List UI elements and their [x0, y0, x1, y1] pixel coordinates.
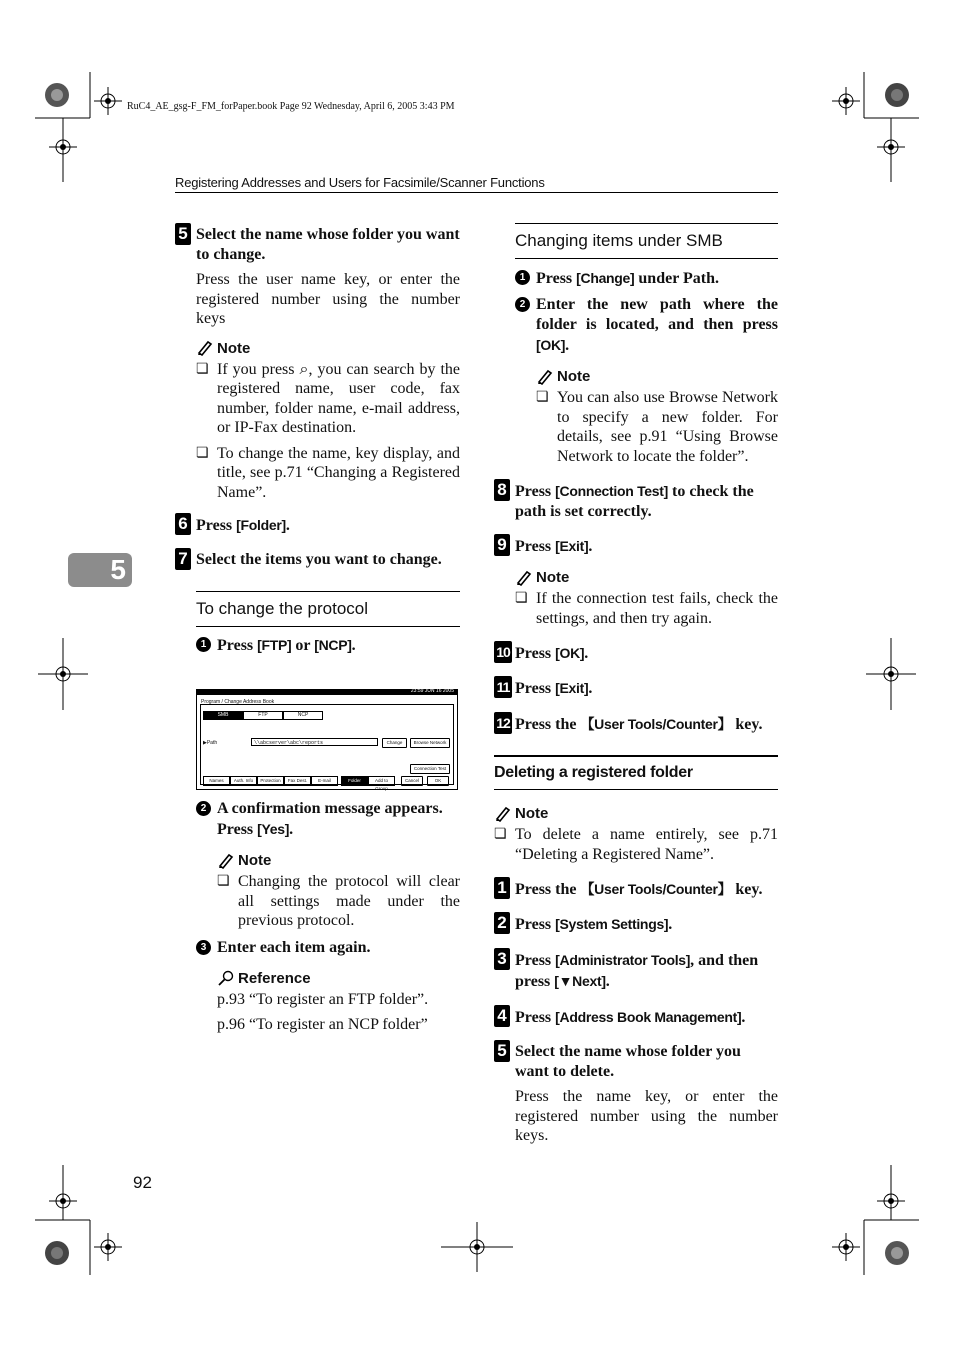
corner-crop-marks — [35, 72, 919, 1275]
step-body: Press the name key, or enter the registered number using the number keys. — [515, 1088, 778, 1144]
bottom-tab[interactable]: Add to Group — [368, 776, 395, 786]
step-number: 10 — [494, 641, 512, 663]
substep-2: 2 Enter the new path where the folder is located, and then press [OK]. — [515, 295, 778, 356]
step-number: 11 — [494, 676, 512, 698]
tab-smb[interactable]: SMB — [203, 711, 243, 720]
step-number: 1 — [494, 877, 510, 899]
note-item: ❏ If you press ⌕, you can search by the registered name, user code, fax number, folder name, e-mail address, or IP-Fax destination. — [196, 360, 460, 438]
crosshair-targets — [38, 87, 916, 1272]
tab-ncp[interactable]: NCP — [283, 711, 323, 720]
panel-screenshot — [196, 689, 458, 790]
delete-step-5: 5 Select the name whose folder you want to delete. — [494, 1042, 778, 1082]
step-number: 5 — [494, 1040, 510, 1062]
step-number: 12 — [494, 712, 512, 734]
path-field[interactable]: \\abcserver\abc\reports — [251, 738, 378, 746]
note-header: Note — [196, 340, 460, 357]
cancel-button[interactable]: Cancel — [401, 776, 423, 786]
step-body: Press the user name key, or enter the registered number using the number keys — [196, 271, 460, 327]
note-block — [196, 340, 460, 503]
step-6: 6 Press [Folder]. — [175, 515, 460, 536]
right-column — [494, 223, 778, 1146]
note-header: Note — [515, 569, 778, 586]
reference-item: p.96 “To register an NCP folder” — [217, 1016, 428, 1033]
note-block — [515, 569, 778, 628]
step-number: 5 — [175, 223, 191, 245]
note-header: Note — [494, 805, 778, 822]
step-11: 11 Press [Exit]. — [494, 678, 778, 699]
bottom-tab[interactable]: Fax Dest. — [284, 776, 311, 786]
bottom-tab[interactable]: Folder — [341, 776, 368, 786]
note-header: Note — [536, 368, 778, 385]
step-number: 7 — [175, 548, 191, 570]
step-title: Select the name whose folder you want to change. — [196, 226, 460, 263]
screen-title: Program / Change Address Book — [201, 699, 275, 705]
bottom-tab[interactable]: E-mail — [311, 776, 338, 786]
substep-1: 1 Press [FTP] or [NCP]. — [196, 635, 460, 656]
note-item: ❏ To delete a name entirely, see p.71 “Deleting a Registered Name”. — [494, 825, 778, 864]
change-button[interactable]: Change — [382, 738, 407, 748]
bottom-tab[interactable]: Auth. Info — [230, 776, 257, 786]
step-number: 3 — [494, 948, 510, 970]
step-title: Select the items you want to change. — [196, 551, 442, 568]
step-number: 8 — [494, 479, 510, 501]
left-column — [175, 225, 460, 656]
step-number: 9 — [494, 534, 510, 556]
file-info-line: RuC4_AE_gsg-F_FM_forPaper.book Page 92 Wednesday, April 6, 2005 3:43 PM — [127, 101, 455, 112]
step-8: 8 Press [Connection Test] to check the path is set correctly. — [494, 481, 778, 522]
step-12: 12 Press the 【User Tools/Counter】 key. — [494, 714, 778, 735]
note-block — [536, 368, 778, 466]
substep-number: 2 — [196, 801, 211, 816]
reference-header: Reference — [217, 970, 460, 987]
reference-block — [217, 970, 460, 1035]
step-5 — [175, 225, 460, 265]
note-block — [217, 852, 460, 931]
pencil-icon — [217, 853, 235, 869]
pencil-icon — [536, 369, 554, 385]
bottom-tab[interactable]: Protection — [257, 776, 284, 786]
step-10: 10 Press [OK]. — [494, 643, 778, 664]
pencil-icon — [196, 340, 214, 356]
substep-3: 3 Enter each item again. — [196, 938, 460, 958]
magnifier-icon — [217, 970, 235, 986]
pencil-icon — [494, 806, 512, 822]
browse-network-button[interactable]: Browse Network — [410, 738, 450, 748]
tab-ftp[interactable]: FTP — [243, 711, 283, 720]
section-title: Changing items under SMB — [515, 223, 778, 259]
path-label: ▶Path — [203, 740, 218, 746]
step-7 — [175, 550, 460, 570]
substep-2: 2 A confirmation message appears. Press [Yes]. — [196, 799, 460, 840]
bottom-tab[interactable]: Names — [203, 776, 230, 786]
delete-step-4: 4 Press [Address Book Management]. — [494, 1007, 778, 1028]
substep-number: 3 — [196, 940, 211, 955]
note-item: ❏ You can also use Browse Network to specify a new folder. For details, see p.91 “Using Browse Network to locate the folder”. — [536, 388, 778, 466]
connection-test-button[interactable]: Connection Test — [410, 764, 450, 774]
running-head: Registering Addresses and Users for Facsimile/Scanner Functions — [175, 175, 778, 193]
step-number: 4 — [494, 1005, 510, 1027]
pencil-icon — [515, 570, 533, 586]
ok-button[interactable]: OK — [427, 776, 449, 786]
note-item: ❏ Changing the protocol will clear all settings made under the previous protocol. — [217, 872, 460, 931]
delete-step-2: 2 Press [System Settings]. — [494, 914, 778, 935]
step-number: 6 — [175, 513, 191, 535]
key-label: [Folder] — [236, 517, 286, 533]
substep-1: 1 Press [Change] under Path. — [515, 268, 778, 289]
note-block — [494, 805, 778, 864]
note-header: Note — [217, 852, 460, 869]
reference-item: p.93 “To register an FTP folder”. — [217, 990, 429, 1008]
left-column-lower — [196, 799, 460, 1035]
section-title: Deleting a registered folder — [494, 755, 778, 790]
chapter-tab: 5 — [68, 553, 132, 587]
step-9: 9 Press [Exit]. — [494, 536, 778, 557]
delete-step-1: 1 Press the 【User Tools/Counter】 key. — [494, 879, 778, 900]
section-title: To change the protocol — [196, 591, 460, 627]
note-item: ❏ If the connection test fails, check the settings, and then try again. — [515, 589, 778, 628]
delete-step-3: 3 Press [Administrator Tools], and then press [▼Next]. — [494, 950, 778, 992]
substep-number: 1 — [515, 270, 530, 285]
substep-number: 1 — [196, 637, 211, 652]
page-number: 92 — [133, 1173, 152, 1192]
step-number: 2 — [494, 912, 510, 934]
note-item: ❏ To change the name, key display, and title, see p.71 “Changing a Registered Name”. — [196, 444, 460, 503]
substep-number: 2 — [515, 297, 530, 312]
clock: 23:59 JUN 16 2005 — [410, 688, 454, 694]
